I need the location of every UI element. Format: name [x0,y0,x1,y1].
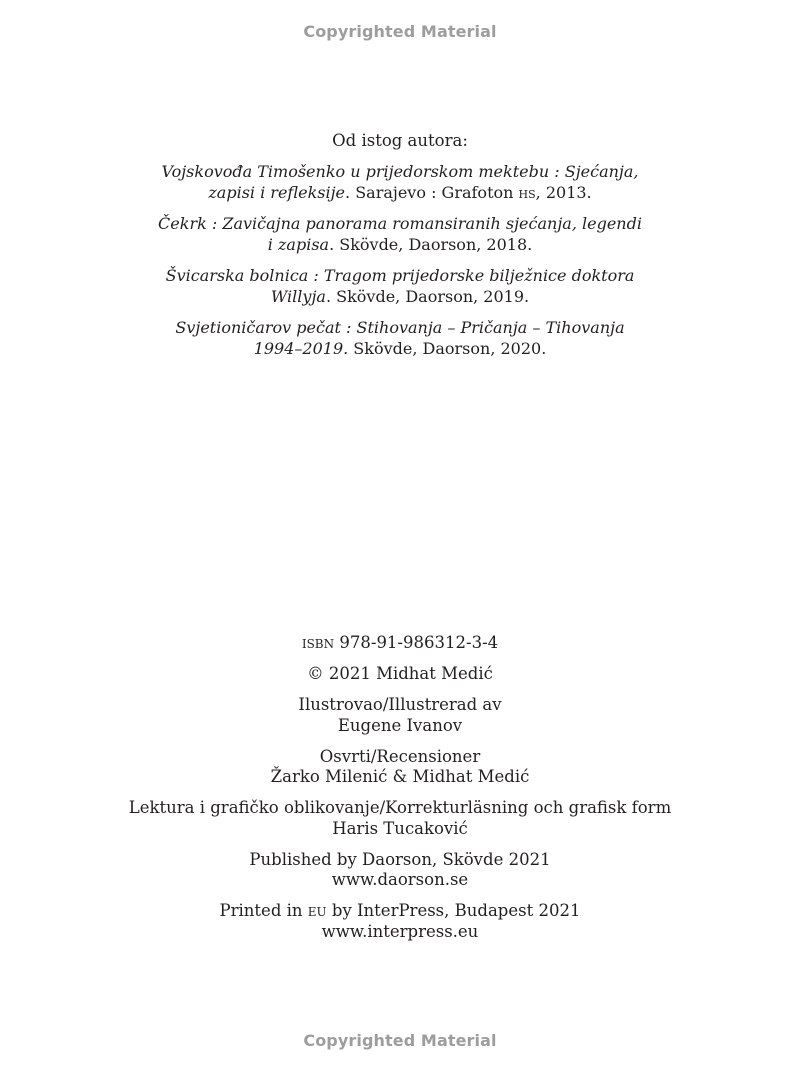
printer-post: by InterPress, Budapest 2021 [326,901,581,920]
copyright-watermark-top: Copyrighted Material [303,22,497,41]
book-imprint: . Sarajevo : Grafoton [345,182,519,202]
editing-name: Haris Tucaković [332,818,468,838]
reviewers-names: Žarko Milenić & Midhat Medić [270,767,530,786]
book-title: Švicarska bolnica : Tragom prijedorske bilježnice doktora [165,266,635,285]
bibliography-entry [0,214,800,255]
isbn-line [0,633,800,654]
other-works-heading: Od istog autora: [332,131,468,150]
publisher-credit [0,850,800,891]
book-title-cont: i zapisa [267,234,330,254]
isbn-value: 978-91-986312-3-4 [334,633,499,652]
bibliography-entry [0,162,800,203]
publisher-line: Published by Daorson, Skövde 2021 [249,849,551,869]
book-imprint: . Skövde, Daorson, 2018. [329,234,533,254]
publisher-url: www.daorson.se [331,870,469,889]
printer-url: www.interpress.eu [321,921,479,941]
reviewers-role: Osvrti/Recensioner [319,746,481,766]
printer-pre: Printed in [219,901,308,920]
book-imprint: . Skövde, Daorson, 2019. [325,286,530,306]
printer-line [0,901,800,922]
reviewers-credit [0,747,800,788]
copyright-watermark-bottom: Copyrighted Material [303,1031,497,1050]
illustrator-credit [0,695,800,736]
copyright-text: © 2021 Midhat Medić [307,664,493,683]
book-title: Vojskovođa Timošenko u prijedorskom mektebu : Sjećanja, [161,162,639,181]
bibliography-entry [0,266,800,307]
printer-credit [0,901,800,942]
bibliography-entry [0,318,800,359]
book-title-cont: 1994–2019. [253,338,349,358]
book-title: Svjetioničarov pečat : Stihovanja – Pričanja – Tihovanja [175,318,625,337]
printer-region: eu [307,901,327,920]
book-title-cont: zapisi i refleksije [208,182,346,202]
editing-credit [0,798,800,839]
isbn-label: isbn [301,633,335,652]
copyright-line [0,664,800,685]
editing-role: Lektura i grafičko oblikovanje/Korrekturläsning och grafisk form [128,798,672,817]
book-imprint: Skövde, Daorson, 2020. [348,338,547,358]
book-title-cont: Willyja [270,286,326,306]
publisher-abbrev: hs [518,182,536,202]
book-title: Čekrk : Zavičajna panorama romansiranih sjećanja, legendi [158,214,642,233]
book-year: , 2013. [535,182,592,202]
illustrator-role: Ilustrovao/Illustrerad av [298,695,502,714]
colophon [0,633,800,953]
illustrator-name: Eugene Ivanov [337,715,463,735]
bibliography-list [0,162,800,370]
